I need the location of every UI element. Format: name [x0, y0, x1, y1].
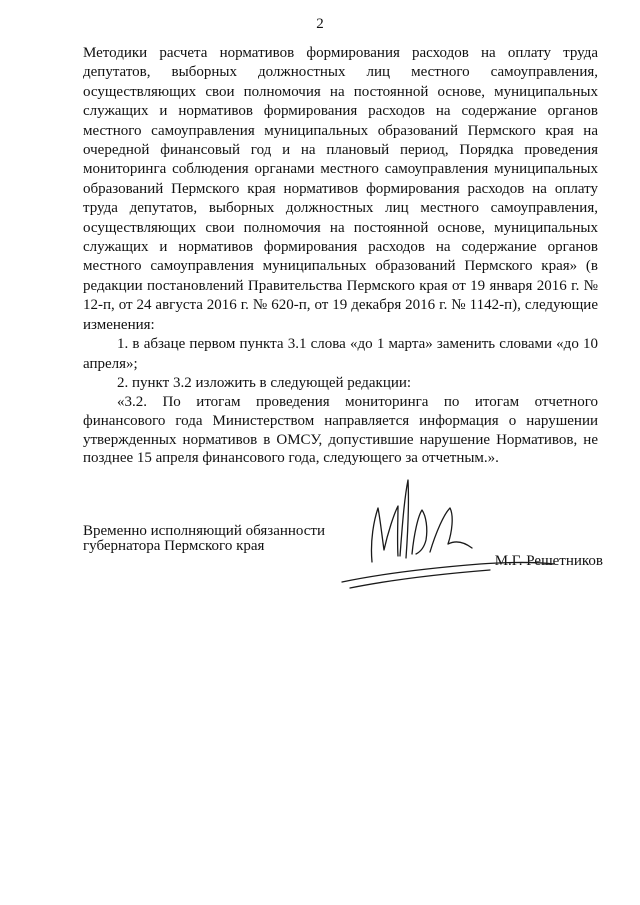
page-number: 2	[316, 16, 324, 32]
document-body	[83, 44, 598, 468]
signer-name: М.Г. Решетников	[494, 553, 603, 569]
handwritten-signature	[340, 470, 560, 600]
amendment-quote: «3.2. По итогам проведения мониторинга по итогам отчетного финансового года Министерством направляется информация о нарушении утвержденных нормативов в ОМСУ, допустившие нарушение Нормативов, не позднее 15 апреля финансового года, следующего за отчетным.».	[83, 394, 598, 467]
signer-title-line-2: губернатора Пермского края	[83, 538, 265, 554]
signer-title-line-1: Временно исполняющий обязанности	[83, 523, 326, 539]
signer-title	[83, 524, 325, 554]
intro-paragraph: Методики расчета нормативов формирования расходов на оплату труда депутатов, выборных должностных лиц местного самоуправления, осуществляющих свои полномочия на постоянной основе, муниципальных служащих и нормативов формирования расходов на содержание органов местного самоуправления муниципальных образований Пермского края на очередной финансовый год и на плановый период, Порядка проведения мониторинга соблюдения органами местного самоуправления муниципальных образований Пермского края нормативов формирования расходов на оплату труда депутатов, выборных должностных лиц местного самоуправления, осуществляющих свои полномочия на постоянной основе, муниципальных служащих и нормативов формирования расходов на содержание органов местного самоуправления муниципальных образований Пермского края» (в редакции постановлений Правительства Пермского края от 19 января 2016 г. № 12-п, от 24 августа 2016 г. № 620-п, от 19 декабря 2016 г. № 1142-п), следующие изменения:	[83, 45, 598, 333]
amendment-item-1: 1. в абзаце первом пункта 3.1 слова «до 1 марта» заменить словами «до 10 апреля»;	[83, 336, 598, 372]
amendment-item-2: 2. пункт 3.2 изложить в следующей редакции:	[117, 374, 412, 391]
